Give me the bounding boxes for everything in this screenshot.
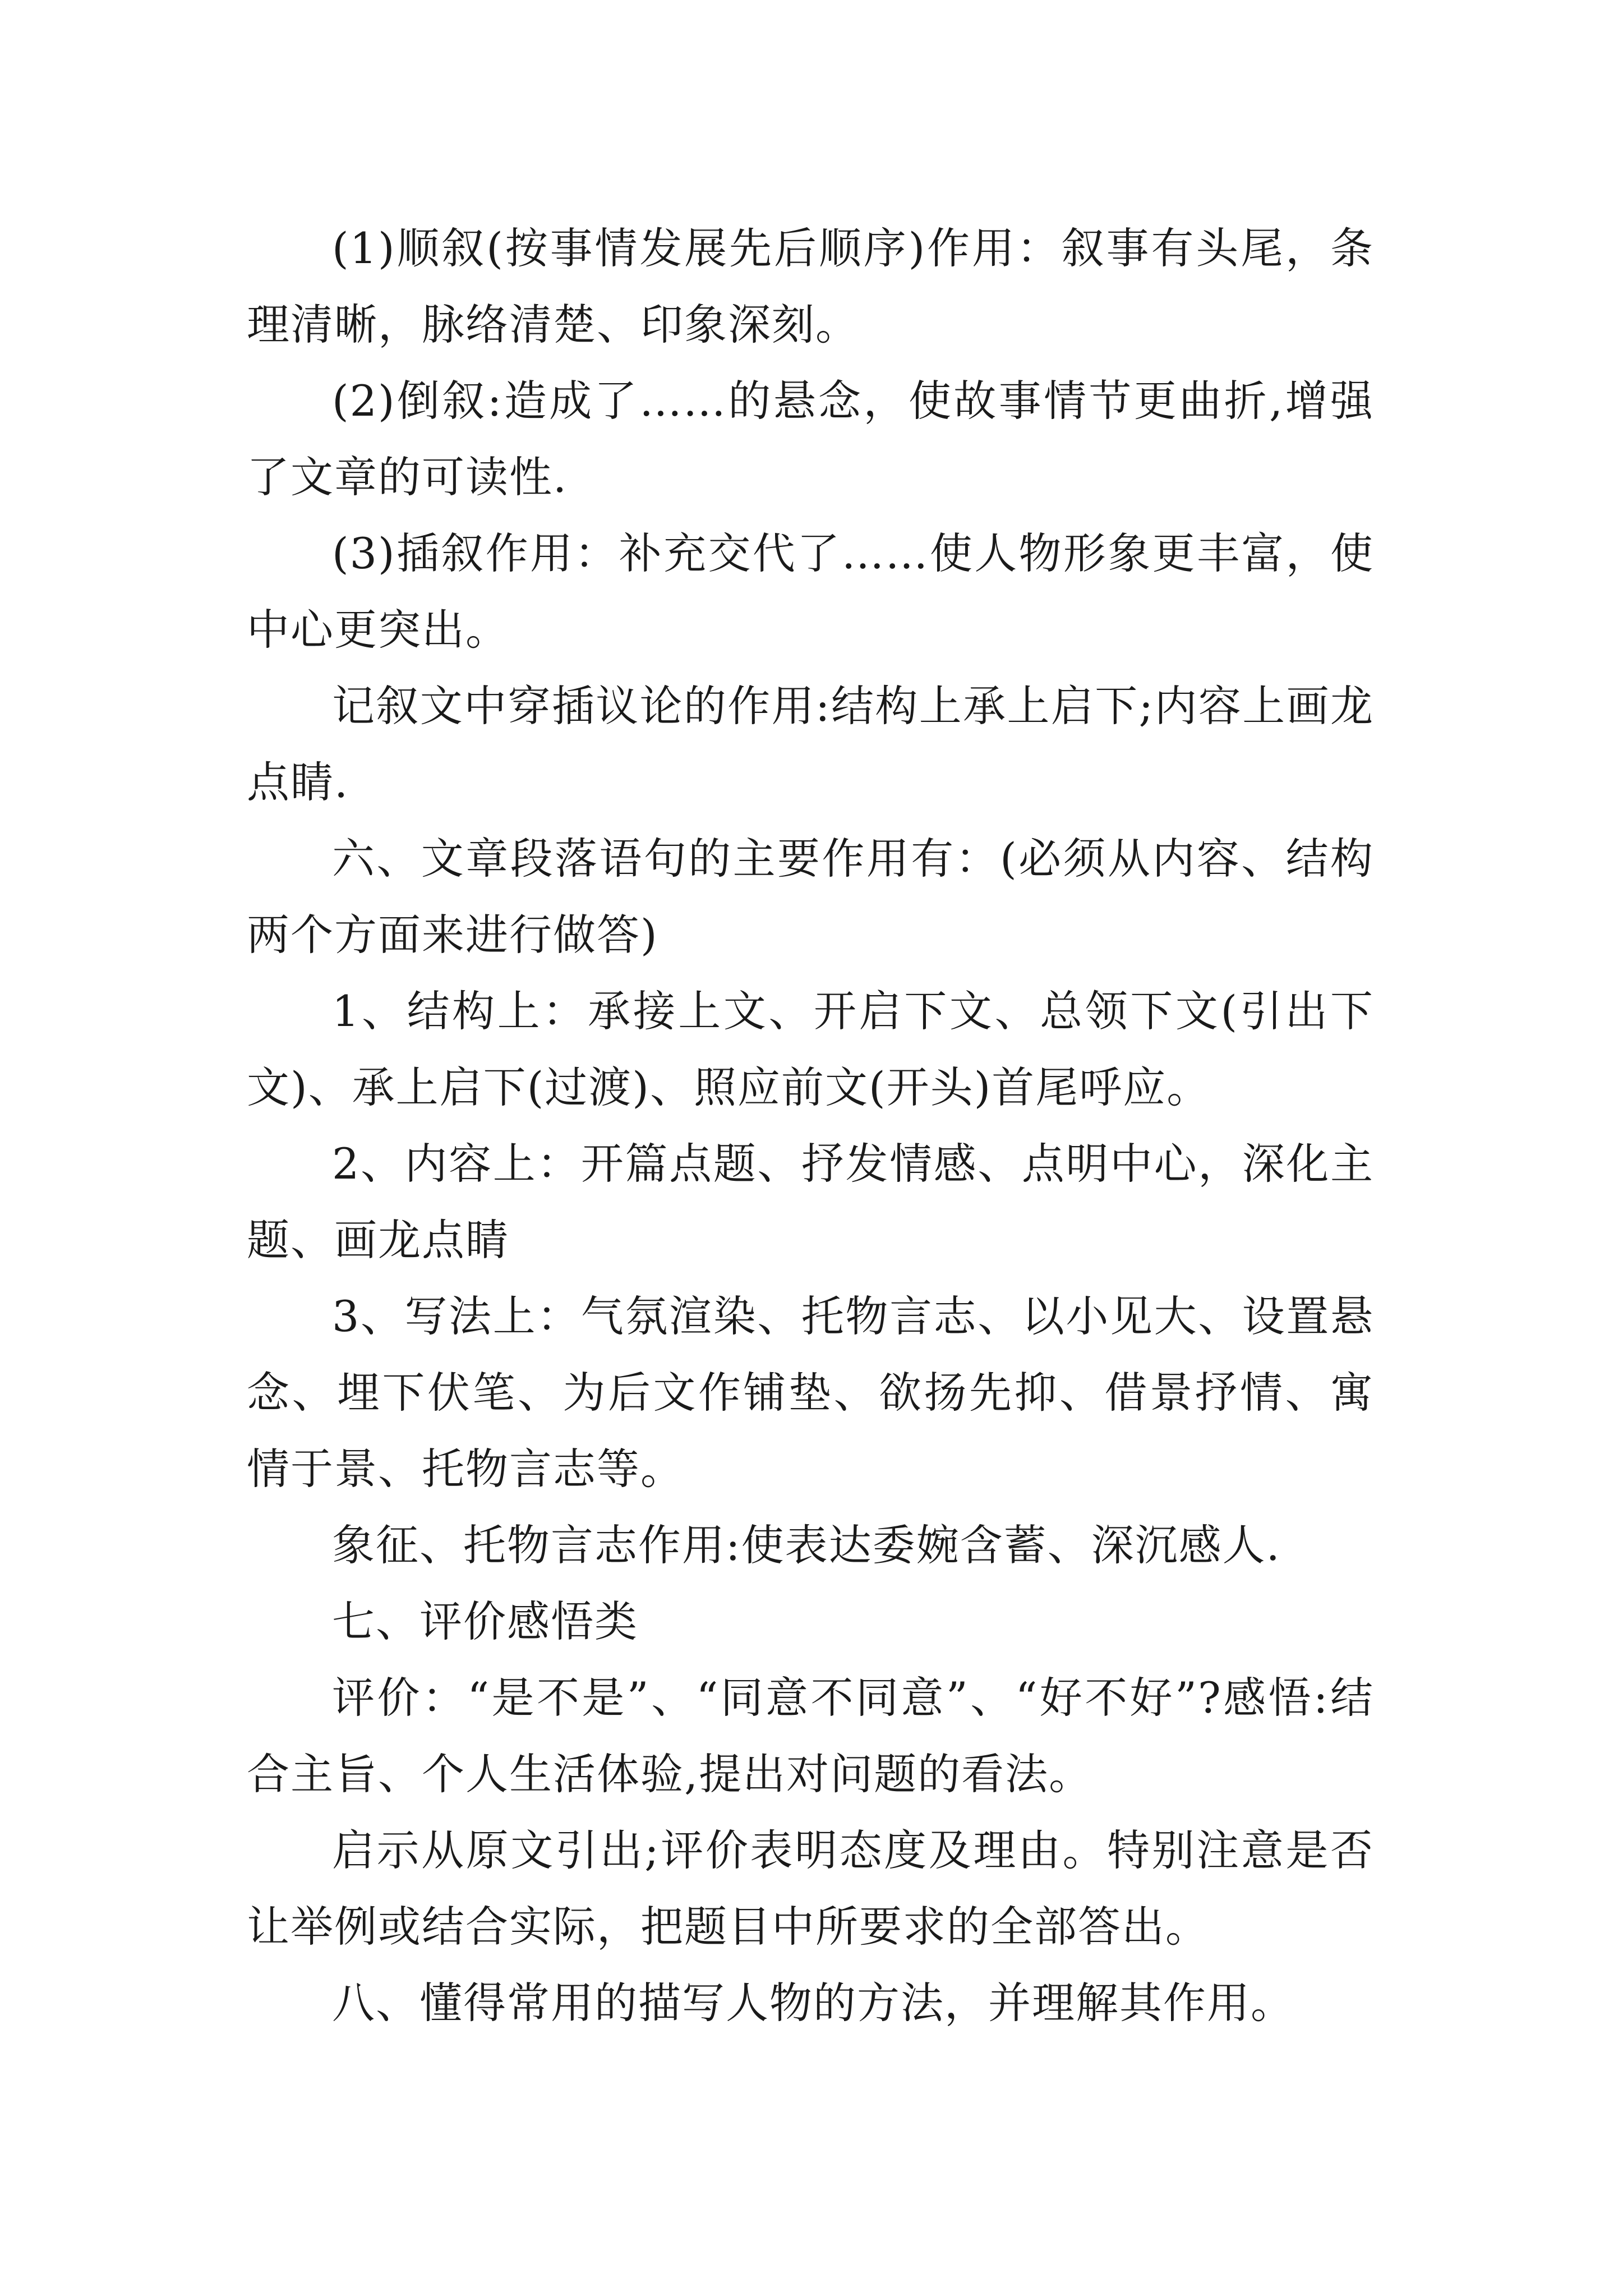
paragraph-narration-flashback: (2)倒叙:造成了……的悬念，使故事情节更曲折,增强了文章的可读性. [247, 376, 1374, 502]
paragraph-inspiration: 启示从原文引出;评价表明态度及理由。特别注意是否让举例或结合实际，把题目中所要求的全部答出。 [247, 1825, 1374, 1952]
paragraph-evaluation: 评价：“是不是”、“同意不同意”、“好不好”?感悟:结合主旨、个人生活体验,提出对问题的看法。 [247, 1673, 1374, 1799]
document-body [247, 210, 1374, 2041]
section-heading-seven: 七、评价感悟类 [332, 1596, 638, 1646]
paragraph-narration-sequential: (1)顺叙(按事情发展先后顺序)作用：叙事有头尾，条理清晰，脉络清楚、印象深刻。 [247, 223, 1374, 349]
paragraph-writing-technique-role: 3、写法上：气氛渲染、托物言志、以小见大、设置悬念、埋下伏笔、为后文作铺垫、欲扬先抑、借景抒情、寓情于景、托物言志等。 [247, 1291, 1374, 1494]
paragraph-structure-role: 1、结构上：承接上文、开启下文、总领下文(引出下文)、承上启下(过渡)、照应前文(开头)首尾呼应。 [247, 986, 1374, 1112]
paragraph-symbolism-role: 象征、托物言志作用:使表达委婉含蓄、深沉感人. [332, 1520, 1281, 1570]
paragraph-content-role: 2、内容上：开篇点题、抒发情感、点明中心，深化主题、画龙点睛 [247, 1139, 1374, 1265]
section-heading-six: 六、文章段落语句的主要作用有：(必须从内容、结构两个方面来进行做答) [247, 834, 1374, 960]
paragraph-argument-in-narrative: 记叙文中穿插议论的作用:结构上承上启下;内容上画龙点睛. [247, 681, 1374, 807]
paragraph-narration-interpolated: (3)插叙作用：补充交代了……使人物形象更丰富，使中心更突出。 [247, 528, 1374, 655]
section-heading-eight: 八、懂得常用的描写人物的方法，并理解其作用。 [332, 1978, 1294, 2028]
